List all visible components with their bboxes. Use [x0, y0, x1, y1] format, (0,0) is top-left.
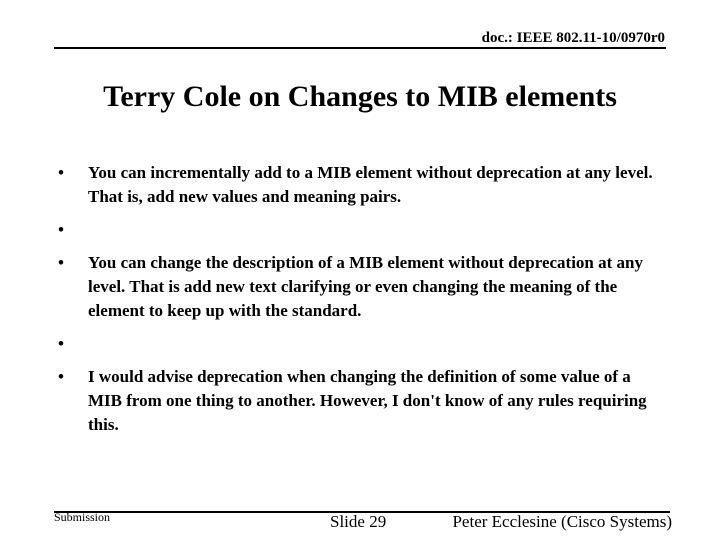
slide-title: Terry Cole on Changes to MIB elements [103, 80, 617, 113]
bullet-item-1 [58, 161, 668, 209]
bullet-item-2 [58, 218, 668, 242]
bullet-glyph: • [58, 253, 64, 272]
bullet-glyph: • [58, 367, 64, 386]
bullet-list [58, 161, 668, 437]
bullet-item-3 [58, 251, 668, 323]
bullet-item-5 [58, 365, 668, 437]
bullet-text-2 [88, 218, 668, 242]
bullet-text-3: You can change the description of a MIB element without deprecation at any level. That is add new text clarifying or even changing the meaning of the element to keep up with the standard. [88, 253, 643, 320]
bullet-glyph: • [58, 334, 64, 353]
bullet-item-4 [58, 332, 668, 356]
bullet-text-5: I would advise deprecation when changing the definition of some value of a MIB from one thing to another. However, I don't know of any rules requiring this. [88, 367, 647, 434]
slide-number: Slide 29 [330, 512, 387, 531]
document-id: doc.: IEEE 802.11-10/0970r0 [481, 30, 665, 46]
footer-author: Peter Ecclesine (Cisco Systems) [452, 512, 672, 531]
footer-submission: Submission [54, 510, 111, 524]
bullet-glyph: • [58, 163, 64, 182]
header-divider [54, 47, 666, 49]
bullet-text-1: You can incrementally add to a MIB element without deprecation at any level. That is, add new values and meaning pairs. [88, 163, 653, 206]
bullet-text-4 [88, 332, 668, 356]
bullet-glyph: • [58, 220, 64, 239]
